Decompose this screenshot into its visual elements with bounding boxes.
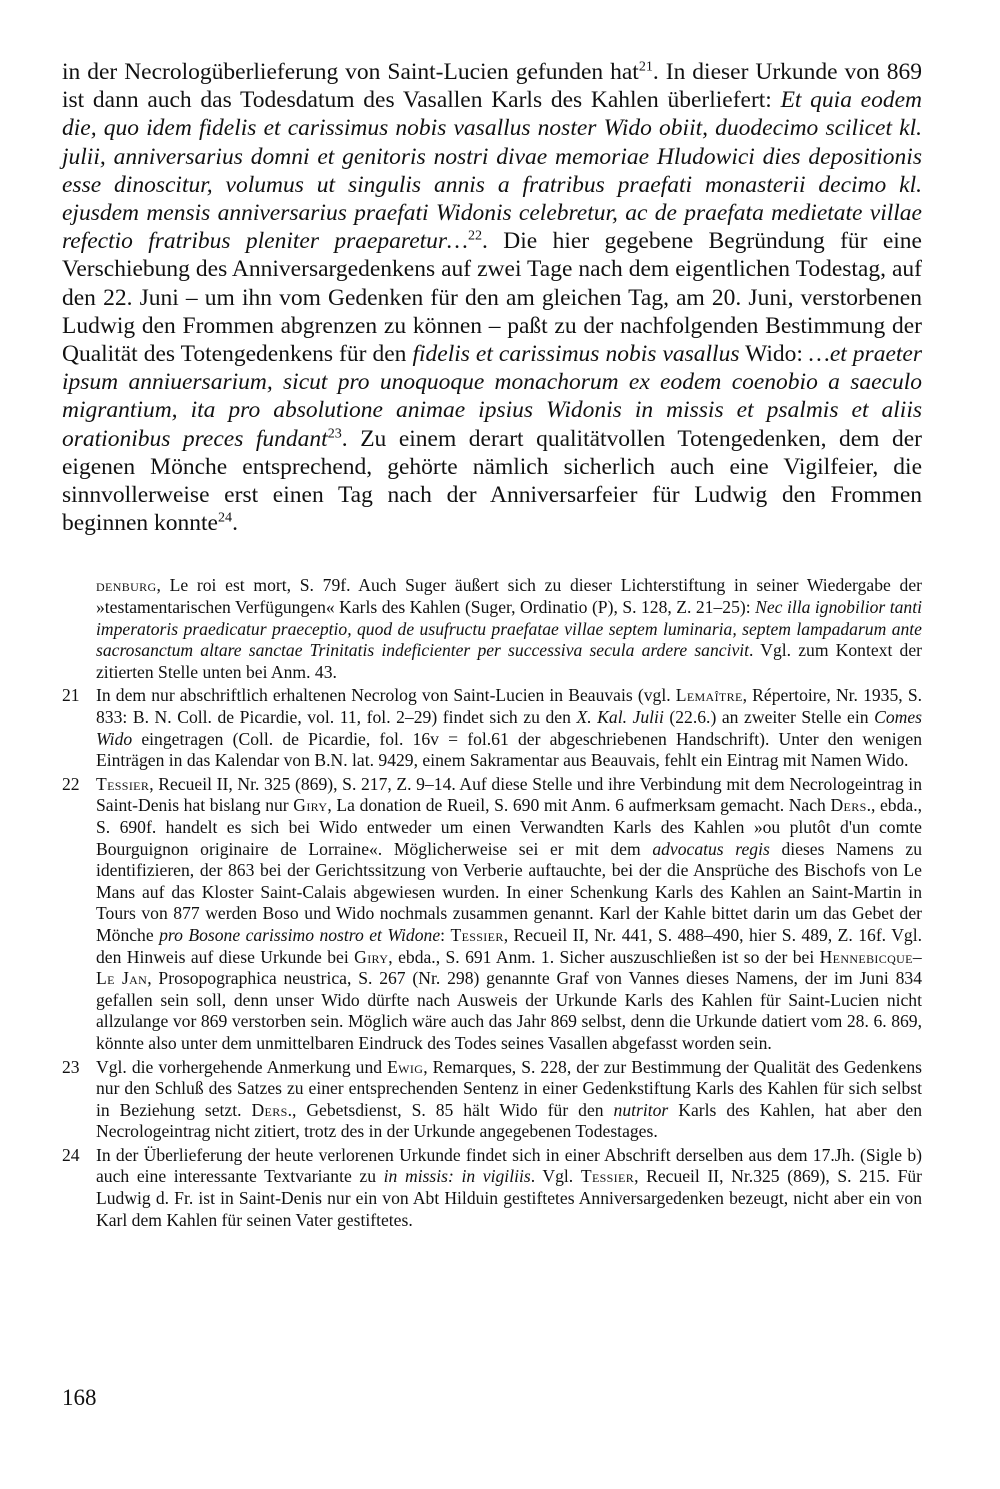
latin-term: X. Kal. Julii	[576, 707, 664, 728]
footnote-number: 22	[62, 773, 80, 794]
footnote-number: 23	[62, 1056, 80, 1077]
footnote-number: 24	[62, 1144, 80, 1165]
latin-quote: …et praeter ipsum anniuersarium, sicut pro unoquoque monachorum ex eodem coenobio a saeculo migrantium, ita pro absolutione animae ipsius Widonis in missis et psalmis et aliis orationibus preces fundant	[62, 341, 922, 452]
text-run: dieses Namens zu identifizieren, der 863 bei der Gerichtssitzung von Verberie auftauchte, bei der die Ansprüche des Bischofs von Le Mans auf das Kloster Saint-Calais abgewiesen wurden. In einer Schenkung Karls des Kahlen an Saint-Martin in Tours von 877 werden Boso und Wido nochmals zusammen genannt. Karl der Kahle bittet darin um das Gebet der Mönche	[96, 838, 922, 945]
page-body	[62, 58, 922, 1233]
text-run: .	[232, 510, 238, 537]
text-run: , La donation de Rueil, S. 690 mit Anm. 6 aufmerksam gemacht. Nach	[327, 795, 831, 816]
text-run: . In dieser Urkunde von 869 ist dann auch das Todesdatum des Vasallen Karls des Kahlen überliefert:	[62, 59, 922, 114]
text-run: ., Gebetsdienst, S. 85 hält Wido für den	[287, 1099, 614, 1120]
footnote-21	[62, 685, 922, 771]
text-run: . Zu einem derart qualitätvollen Totengedenken, dem der eigenen Mönche entsprechend, gehörte nämlich sicherlich auch eine Vigilfeier, die sinnvollerweise erst einen Tag nach der Anniversarfeier für Ludwig den Frommen beginnen konnte	[62, 425, 922, 537]
footnote-ref-23[interactable]: 23	[327, 425, 342, 442]
footnote-22	[62, 774, 922, 1055]
text-run: eingetragen (Coll. de Picardie, fol. 16v = fol.61 der abgeschriebenen Handschrift). Unter den wenigen Einträgen in das Kalendar von B.N. lat. 9429, einem Sakramentar aus Beauvais, fehlt ein Eintrag mit Namen Wido.	[96, 728, 922, 771]
text-run: , Recueil II, Nr. 441, S. 488–490, hier S. 489, Z. 16f. Vgl. den Hinweis auf diese Urkunde bei	[96, 924, 922, 967]
footnote-number: 21	[62, 685, 80, 706]
text-run: , Le roi est mort, S. 79f. Auch Suger äußert sich zu dieser Lichterstiftung in seiner Wiedergabe der »testamentarischen Verfügungen« Karls des Kahlen (Suger, Ordinatio (P), S. 128, Z. 21–25):	[96, 575, 922, 618]
author-name: Hennebicque–Le Jan	[96, 946, 922, 989]
text-run: , ebda., S. 691 Anm. 1. Sicher auszuschließen ist so der bei	[388, 946, 820, 967]
text-run: ., ebda., S. 690f. handelt es sich bei Wido entweder um einen Verwandten Karls des Kahlen »ou plutôt d'un comte Bourguignon originaire de Lorraine«. Möglicherweise sei er mit dem	[96, 795, 923, 859]
text-run: Wido:	[739, 341, 809, 368]
text-run: Karls des Kahlen, hat aber den Necrologeintrag nicht zitiert, trotz des in der Urkunde angegebenen Todestages.	[96, 1099, 923, 1142]
footnote-ref-22[interactable]: 22	[467, 227, 483, 244]
footnote-23	[62, 1057, 922, 1143]
latin-term: advocatus regis	[652, 838, 770, 859]
text-run: (22.6.) an zweiter Stelle ein	[663, 707, 875, 728]
latin-term: in missis: in vigiliis	[383, 1166, 531, 1187]
author-name: Lemaître	[675, 685, 743, 706]
author-name: Giry	[293, 795, 328, 816]
text-run: . Vgl.	[530, 1166, 581, 1187]
author-name: Giry	[354, 946, 389, 967]
footnote-ref-21[interactable]: 21	[638, 58, 653, 75]
latin-quote: fidelis et carissimus nobis vasallus	[412, 341, 740, 368]
text-run: , Recueil II, Nr.325 (869), S. 215. Für Ludwig d. Fr. ist in Saint-Denis nur ein von Abt Hilduin gestiftetes Anniversargedenken bezeugt, nicht aber ein von Karl dem Kahlen für seinen Vater gestiftetes.	[96, 1166, 923, 1230]
footnote-ref-24[interactable]: 24	[217, 509, 233, 526]
text-run: , Prosopographica neustrica, S. 267 (Nr. 298) genannte Graf von Vannes dieses Namens, der im Juni 834 gefallen sein soll, denn unser Wido dürfte nach Ausweis der Urkunde Karls des Kahlen für Saint-Lucien nicht allzulange vor 869 verstorben sein. Möglich wäre auch das Jahr 869 selbst, denn die Urkunde datiert vom 28. 6. 869, könnte also unter dem unmittelbaren Eindruck des Todes seines Vasallen abgefasst worden sein.	[96, 968, 922, 1053]
author-name: Ders	[251, 1099, 288, 1120]
text-run: , Répertoire, Nr. 1935, S. 833: B. N. Coll. de Picardie, vol. 11, fol. 2–29) findet sich zu den	[96, 685, 922, 728]
author-name: Tessier	[96, 773, 150, 794]
latin-quote: Nec illa ignobilior tanti imperatoris praedicatur praeceptio, quod de usufructu praefatae villae septem luminaria, septem lampadarum ante sacrosanctum altare sanctae Trinitatis indeficienter per successiva secula ardere sancivit	[96, 597, 923, 661]
author-name: Tessier	[450, 924, 504, 945]
text-run: . Die hier gegebene Begründung für eine Verschiebung des Anniversargedenkens auf zwei Tage nach dem eigentlichen Todestag, auf den 22. Juni – um ihn vom Gedenken für den am gleichen Tag, am 20. Juni, verstorbenen Ludwig den Frommen abgrenzen zu können – paßt zu der nachfolgenden Bestimmung der Qualität des Totengedenkens für den	[62, 228, 922, 368]
text-run: In dem nur abschriftlich erhaltenen Necrolog von Saint-Lucien in Beauvais (vgl.	[96, 685, 676, 706]
text-run: . Vgl. zum Kontext der zitierten Stelle unten bei Anm. 43.	[96, 640, 922, 682]
text-run: In der Überlieferung der heute verlorenen Urkunde findet sich in einer Abschrift derselben aus dem 17.Jh. (Sigle b) auch eine interessante Textvariante zu	[96, 1144, 922, 1187]
author-name: Ewig	[387, 1056, 424, 1077]
footnotes-section	[62, 575, 922, 1231]
text-run: :	[440, 924, 451, 945]
text-run: Vgl. die vorhergehende Anmerkung und	[96, 1056, 388, 1077]
main-paragraph	[62, 58, 922, 537]
author-name: denburg	[96, 575, 157, 596]
text-run: , Recueil II, Nr. 325 (869), S. 217, Z. 9–14. Auf diese Stelle und ihre Verbindung mit dem Necrologeintrag in Saint-Denis hat bislang nur	[96, 773, 922, 816]
latin-term: nutritor	[613, 1099, 669, 1120]
footnote-24	[62, 1145, 922, 1231]
author-name: Tessier	[580, 1166, 635, 1187]
page-number: 168	[62, 1385, 97, 1410]
latin-term: Comes Wido	[96, 707, 922, 749]
latin-quote: Et quia eodem die, quo idem fidelis et carissimus nobis vasallus noster Wido obiit, duodecimo scilicet kl. julii, anniversarius domni et genitoris nostri divae memoriae Hludowici dies depositionis esse dinoscitur, volumus ut singulis annis a fratribus praefati monasterii decimo kl. ejusdem mensis anniversarius praefati Widonis celebretur, ac de praefata medietate villae refectio fratribus pleniter praeparetur…	[62, 87, 922, 255]
text-run: , Remarques, S. 228, der zur Bestimmung der Qualität des Gedenkens nur den Schluß des Satzes zu einer entsprechenden Sentenz in einer Gedenkstiftung Karls des Kahlen für sich selbst in Beziehung setzt.	[96, 1056, 922, 1120]
footnote-continuation	[62, 575, 922, 683]
latin-term: pro Bosone carissimo nostro et Widone	[159, 924, 441, 945]
text-run: in der Necrologüberlieferung von Saint-Lucien gefunden hat	[62, 59, 639, 85]
author-name: Ders	[830, 795, 867, 816]
